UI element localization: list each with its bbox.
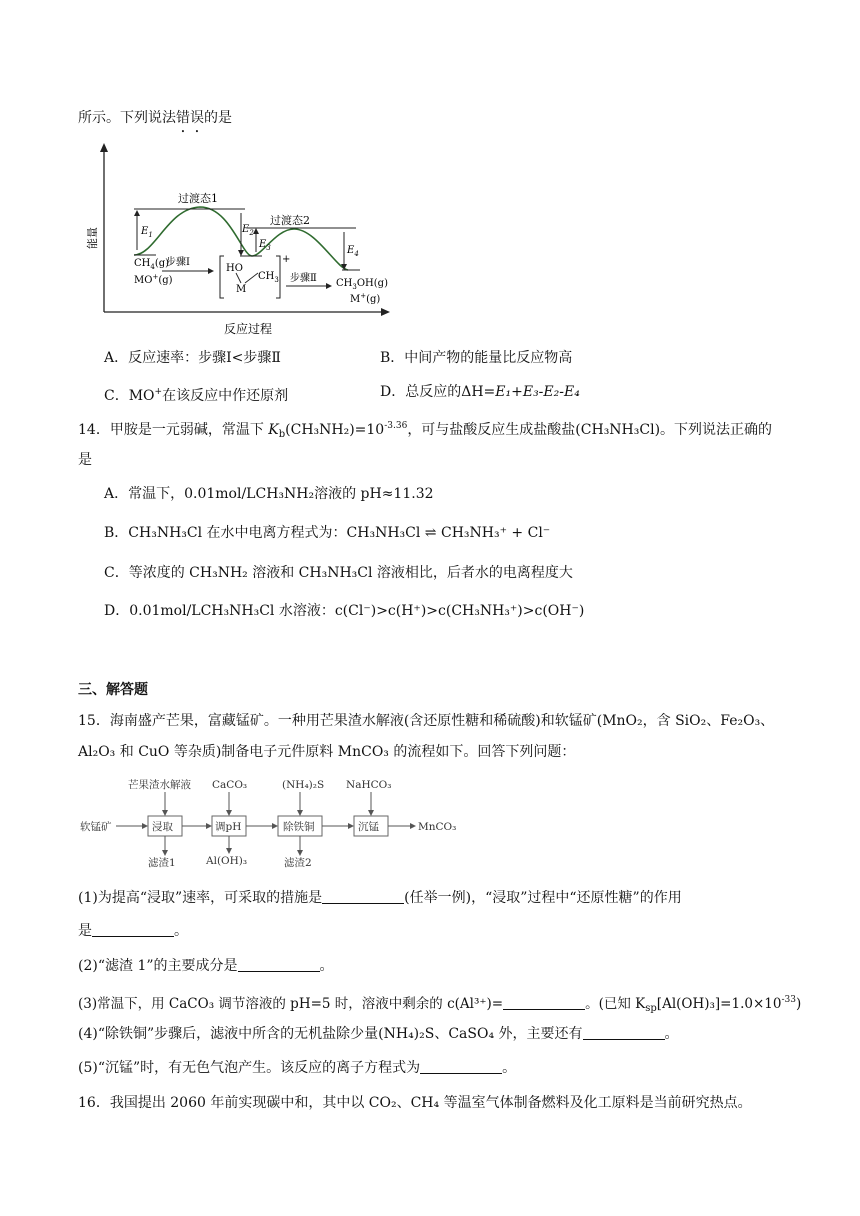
- x-axis-arrow: [381, 308, 390, 316]
- equilibrium-arrow-icon: ⇌: [424, 525, 437, 541]
- energy-profile-diagram: [80, 140, 400, 340]
- reagent-1: 芒果渣水解液: [128, 779, 191, 791]
- product-ch3oh: CH: [336, 278, 353, 289]
- svg-text:E2: $E_2$: [242, 224, 254, 237]
- emphasis-char: 错: [176, 110, 190, 126]
- step1-label: 步骤Ⅰ: [166, 257, 190, 268]
- product-m: M: [350, 294, 361, 305]
- q15-part1: (1)为提高“浸取”速率，可采取的措施是 (任举一例)，“浸取”过程中“还原性糖”的作用: [78, 890, 682, 906]
- q14-option-c[interactable]: C．等浓度的 CH₃NH₂ 溶液和 CH₃NH₃Cl 溶液相比，后者水的电离程度大: [104, 565, 573, 581]
- waste-3: 滤渣2: [284, 857, 312, 869]
- e2-label: E: [242, 224, 250, 235]
- q13-option-a[interactable]: A．反应速率：步骤Ⅰ<步骤Ⅱ: [104, 350, 281, 366]
- ts1-label: 过渡态1: [178, 192, 218, 205]
- svg-text:CH3: $CH_3$: [258, 271, 279, 284]
- reagent-4: NaHCO₃: [346, 779, 392, 791]
- reagent-3: (NH₄)₂S: [282, 779, 325, 791]
- reactant-mo: MO: [134, 275, 153, 286]
- q13-option-c[interactable]: C．MO+在该反应中作还原剂: [104, 387, 289, 404]
- step2-label: 步骤Ⅱ: [290, 273, 317, 284]
- emphasis-char: 误: [190, 110, 204, 126]
- q14-option-a[interactable]: A．常温下，0.01mol/LCH₃NH₂溶液的 pH≈11.32: [104, 486, 434, 502]
- intermediate-m: M: [236, 284, 247, 295]
- q15-part4: (4)“除铁铜”步骤后，滤液中所含的无机盐除少量(NH₄)₂S、CaSO₄ 外，主要还有 。: [78, 1026, 679, 1042]
- q14-stem: 14．甲胺是一元弱碱，常温下 $K_b(CH_3NH_2)=10^{-3.36}$，可与盐酸反应生成盐酸盐(CH₃NH₃Cl)。下列说法正确的: [78, 421, 773, 440]
- e3-label: E: [259, 239, 267, 250]
- svg-text:E4: $E_4$: [347, 245, 359, 258]
- svg-text:调pH: 调pH: [215, 821, 242, 833]
- svg-text:E1: $E_1$: [141, 226, 153, 239]
- reagent-2: CaCO₃: [212, 779, 248, 791]
- svg-text:E3: $E_3$: [259, 239, 271, 252]
- waste-2: Al(OH)₃: [206, 855, 248, 867]
- answer-blank[interactable]: [503, 995, 585, 1010]
- intro-text-end: 的是: [204, 110, 232, 126]
- svg-text:CH4(g): $CH_4(g)$: [134, 258, 170, 271]
- process-flowchart: [78, 776, 498, 872]
- intermediate-charge: +: [282, 254, 291, 265]
- q14-option-b[interactable]: B．CH₃NH₃Cl 在水中电离方程式为：CH₃NH₃Cl ⇌ CH₃NH₃⁺ + Cl⁻: [104, 525, 551, 541]
- q15-stem-line1: 15．海南盛产芒果，富藏锰矿。一种用芒果渣水解液(含还原性糖和稀硫酸)和软锰矿(MnO₂，含 SiO₂、Fe₂O₃、: [78, 713, 775, 729]
- q13-option-b[interactable]: B．中间产物的能量比反应物高: [380, 350, 573, 366]
- x-axis-label: 反应过程: [223, 322, 273, 336]
- svg-text:CH3OH(g): $CH_3OH(g)$: [336, 278, 388, 291]
- flow-input-label: 软锰矿: [80, 821, 112, 833]
- reactant-ch4: CH: [134, 258, 151, 269]
- e4-label: E: [347, 245, 355, 256]
- section-heading: 三、解答题: [78, 682, 148, 698]
- q13-option-d[interactable]: D．总反应的ΔH=E₁+E₃-E₂-E₄: [380, 384, 580, 400]
- waste-1: 滤渣1: [148, 857, 176, 869]
- y-axis-label: 能量: [86, 227, 99, 249]
- answer-blank[interactable]: [238, 957, 320, 972]
- q15-part1-line2: 是 。: [78, 923, 188, 939]
- answer-blank[interactable]: [92, 922, 174, 937]
- svg-text:M+(g): M+(g): [350, 292, 381, 305]
- svg-text:除铁铜: 除铁铜: [283, 821, 315, 833]
- intro-text: 所示。下列说法: [78, 110, 176, 126]
- q15-stem-line2: Al₂O₃ 和 CuO 等杂质)制备电子元件原料 MnCO₃ 的流程如下。回答下列问题：: [78, 744, 576, 760]
- question-13-stem-tail: [78, 108, 232, 128]
- q15-part3: (3)常温下，用 CaCO₃ 调节溶液的 pH=5 时，溶液中剩余的 c(Al³⁺)= 。(已知 $K_{sp}[Al(OH)_3]=1.0\times 10^{-33}$): [78, 995, 802, 1014]
- q15-part5: (5)“沉锰”时，有无色气泡产生。该反应的离子方程式为 。: [78, 1060, 517, 1076]
- y-axis-arrow: [100, 143, 108, 152]
- svg-text:MO+(g): MO+(g): [134, 273, 173, 286]
- svg-text:沉锰: 沉锰: [358, 821, 379, 833]
- answer-blank[interactable]: [322, 889, 404, 904]
- q15-part2: (2)“滤渣 1”的主要成分是 。: [78, 958, 334, 974]
- q14-option-d[interactable]: D．0.01mol/LCH₃NH₃Cl 水溶液：c(Cl⁻)>c(H⁺)>c(CH₃NH₃⁺)>c(OH⁻): [104, 603, 585, 619]
- svg-text:浸取: 浸取: [152, 821, 173, 833]
- ts2-label: 过渡态2: [270, 214, 310, 227]
- q14-stem-line2: 是: [78, 452, 92, 468]
- answer-blank[interactable]: [583, 1025, 665, 1040]
- flow-output-label: MnCO₃: [418, 821, 457, 833]
- e1-label: E: [141, 226, 149, 237]
- answer-blank[interactable]: [420, 1059, 502, 1074]
- intermediate-bracket-left: [220, 256, 224, 298]
- intermediate-ho: HO: [226, 263, 243, 274]
- q16-stem: 16．我国提出 2060 年前实现碳中和，其中以 CO₂、CH₄ 等温室气体制备燃料及化工原料是当前研究热点。: [78, 1095, 752, 1111]
